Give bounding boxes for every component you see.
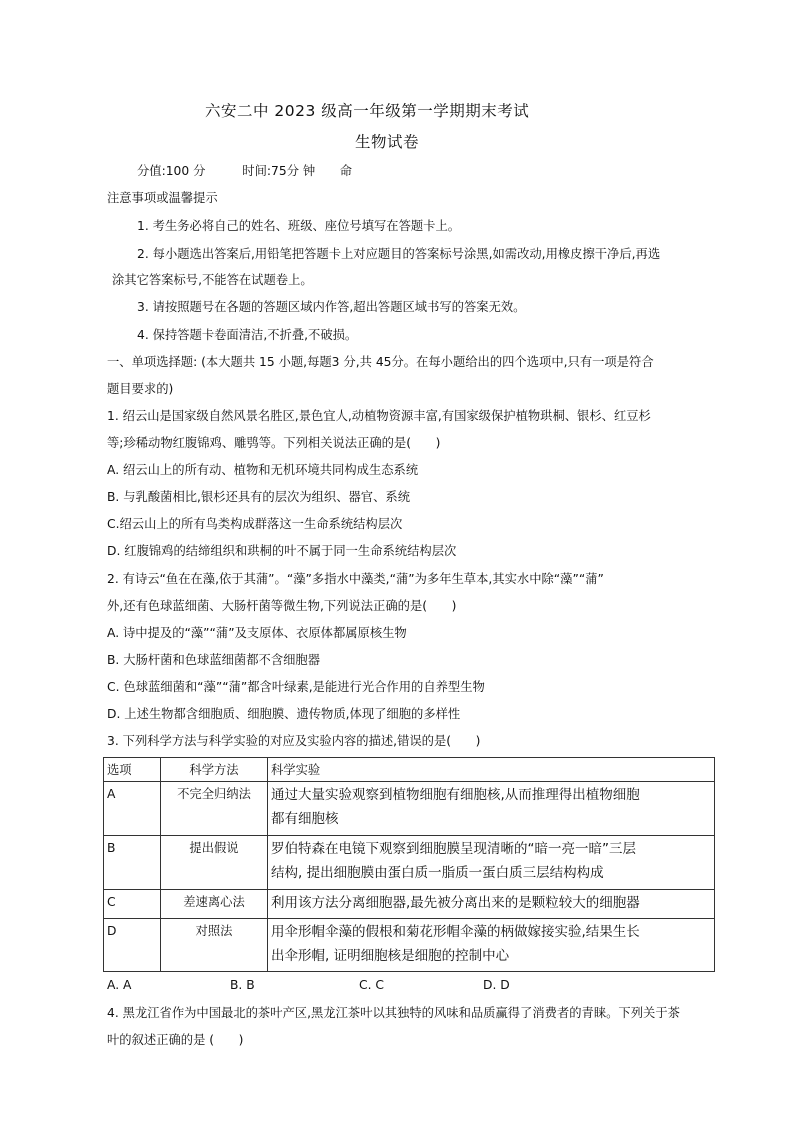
table-header-row [104, 758, 715, 782]
option-cell: D [104, 919, 161, 972]
method-cell: 差速离心法 [161, 890, 268, 919]
question-3-choice-c: C. C [359, 978, 384, 992]
question-2-stem: 2. 有诗云“鱼在在藻,依于其蒲”。“藻”多指水中藻类,“蒲”为多年生草本,其实水中除“藻”“蒲” [107, 572, 604, 586]
question-1-option-c: C.绍云山上的所有鸟类构成群落这一生命系统结构层次 [107, 517, 403, 531]
table-header-cell: 选项 [104, 758, 161, 782]
question-1-option-a: A. 绍云山上的所有动、植物和无机环境共同构成生态系统 [107, 463, 419, 477]
experiment-line: 用伞形帽伞藻的假根和菊花形帽伞藻的柄做嫁接实验,结果生长 [271, 924, 640, 940]
notice-heading: 注意事项或温馨提示 [107, 191, 218, 205]
experiment-line: 利用该方法分离细胞器,最先被分离出来的是颗粒较大的细胞器 [271, 895, 640, 911]
option-cell: A [104, 782, 161, 836]
question-2-option-a: A. 诗中提及的“藻”“蒲”及支原体、衣原体都属原核生物 [107, 626, 407, 640]
question-1-option-b: B. 与乳酸菌相比,银杉还具有的层次为组织、器官、系统 [107, 490, 410, 504]
experiment-cell [268, 890, 715, 919]
method-cell: 对照法 [161, 919, 268, 972]
experiment-line: 通过大量实验观察到植物细胞有细胞核,从而推理得出植物细胞 [271, 787, 640, 803]
question-4-stem-cont: 叶的叙述正确的是 ( ) [107, 1033, 244, 1047]
table-row [104, 836, 715, 890]
experiment-line: 都有细胞核 [271, 811, 339, 827]
experiment-line: 出伞形帽, 证明细胞核是细胞的控制中心 [271, 948, 510, 964]
experiment-cell [268, 782, 715, 836]
exam-meta: 分值:100 分 时间:75分 钟 命 [137, 164, 353, 178]
exam-subject: 生物试卷 [355, 133, 420, 151]
table-row [104, 782, 715, 836]
experiment-line: 结构, 提出细胞膜由蛋白质一脂质一蛋白质三层结构构成 [271, 865, 604, 881]
notice-item: 涂其它答案标号,不能答在试题卷上。 [112, 273, 313, 287]
question-2-option-d: D. 上述生物都含细胞质、细胞膜、遗传物质,体现了细胞的多样性 [107, 707, 461, 721]
section-heading-cont: 题目要求的) [107, 382, 174, 396]
question-1-stem: 1. 绍云山是国家级自然风景名胜区,景色宜人,动植物资源丰富,有国家级保护植物珙桐、银杉、红豆杉 [107, 409, 651, 423]
question-3-choice-b: B. B [230, 978, 255, 992]
question-3-table [103, 757, 715, 972]
notice-item: 1. 考生务必将自己的姓名、班级、座位号填写在答题卡上。 [137, 219, 461, 233]
question-4-stem: 4. 黑龙江省作为中国最北的茶叶产区,黑龙江茶叶以其独特的风味和品质赢得了消费者的青睐。下列关于茶 [107, 1006, 680, 1020]
method-cell: 提出假说 [161, 836, 268, 890]
exam-title: 六安二中 2023 级高一年级第一学期期末考试 [205, 102, 530, 120]
table-header-cell: 科学方法 [161, 758, 268, 782]
question-1-option-d: D. 红腹锦鸡的结缔组织和珙桐的叶不属于同一生命系统结构层次 [107, 544, 457, 558]
question-2-option-b: B. 大肠杆菌和色球蓝细菌都不含细胞器 [107, 653, 321, 667]
question-3-choice-a: A. A [107, 978, 132, 992]
method-cell: 不完全归纳法 [161, 782, 268, 836]
table-header-cell: 科学实验 [268, 758, 715, 782]
question-3-choice-d: D. D [483, 978, 510, 992]
table-row [104, 919, 715, 972]
question-1-stem-cont: 等;珍稀动物红腹锦鸡、雕鸮等。下列相关说法正确的是( ) [107, 436, 441, 450]
question-3-stem: 3. 下列科学方法与科学实验的对应及实验内容的描述,错误的是( ) [107, 734, 481, 748]
notice-item: 4. 保持答题卡卷面清洁,不折叠,不破损。 [137, 328, 358, 342]
question-2-option-c: C. 色球蓝细菌和“藻”“蒲”都含叶绿素,是能进行光合作用的自养型生物 [107, 680, 485, 694]
experiment-cell [268, 919, 715, 972]
experiment-cell [268, 836, 715, 890]
table-row [104, 890, 715, 919]
option-cell: C [104, 890, 161, 919]
experiment-line: 罗伯特森在电镜下观察到细胞膜呈现清晰的“暗一亮一暗”三层 [271, 841, 636, 857]
notice-item: 3. 请按照题号在各题的答题区域内作答,超出答题区域书写的答案无效。 [137, 300, 526, 314]
option-cell: B [104, 836, 161, 890]
notice-item: 2. 每小题选出答案后,用铅笔把答题卡上对应题目的答案标号涂黑,如需改动,用橡皮擦干净后,再选 [137, 247, 661, 261]
section-heading: 一、单项选择题: (本大题共 15 小题,每题3 分,共 45分。在每小题给出的四个选项中,只有一项是符合 [107, 355, 654, 369]
question-2-stem-cont: 外,还有色球蓝细菌、大肠杆菌等微生物,下列说法正确的是( ) [107, 599, 457, 613]
